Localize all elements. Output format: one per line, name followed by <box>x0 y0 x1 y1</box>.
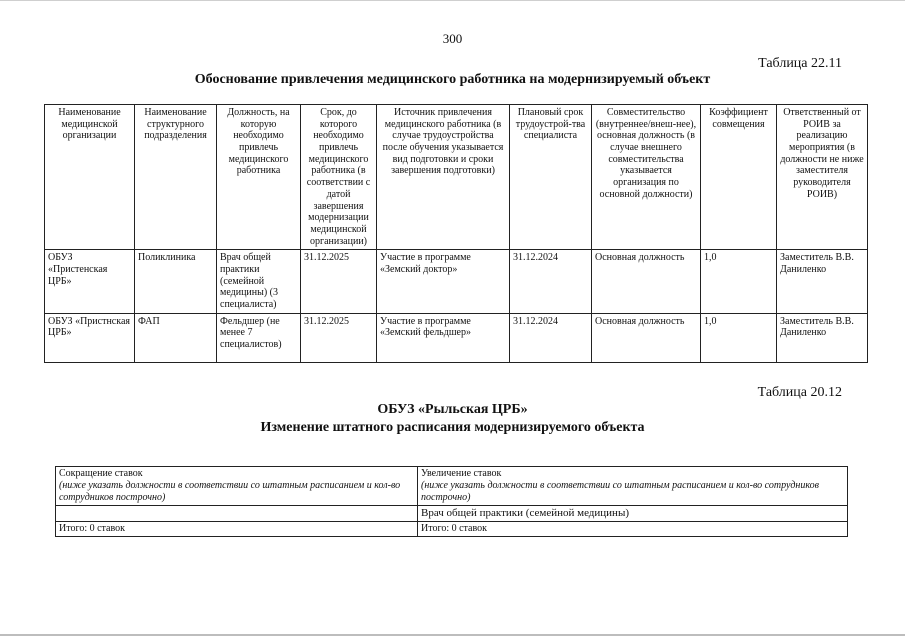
cell-combination: Основная должность <box>592 250 701 313</box>
reduction-header-cell <box>56 467 418 506</box>
header-cell: Наименование структурного подразделения <box>135 105 217 250</box>
header-cell: Совместительство (внутреннее/внеш-нее), основная должность (в случае внешнего совместительства указывается организация по основной должности) <box>592 105 701 250</box>
increase-header-cell <box>418 467 848 506</box>
cell-deadline: 31.12.2025 <box>301 250 377 313</box>
page-number: 300 <box>442 31 463 46</box>
cell-org: ОБУЗ «Пристенская ЦРБ» <box>45 250 135 313</box>
staffing-total-row <box>56 522 848 537</box>
reduction-total: Итого: 0 ставок <box>56 522 418 537</box>
section-1-title: Обоснование привлечения медицинского работника на модернизируемый объект <box>194 72 711 87</box>
cell-position: Врач общей практики (семейной медицины) (3 специалиста) <box>217 250 301 313</box>
header-cell: Ответственный от РОИВ за реализацию мероприятия (в должности не ниже заместителя руководителя РОИВ) <box>777 105 868 250</box>
section-2-org-title: ОБУЗ «Рыльская ЦРБ» <box>377 402 528 417</box>
cell-deadline: 31.12.2025 <box>301 313 377 362</box>
header-cell: Наименование медицинской организации <box>45 105 135 250</box>
reduction-header: Сокращение ставок <box>59 468 143 479</box>
table-header-row <box>45 105 868 250</box>
increase-header: Увеличение ставок <box>421 468 502 479</box>
cell-responsible: Заместитель В.В. Даниленко <box>777 313 868 362</box>
cell-combination: Основная должность <box>592 313 701 362</box>
reduction-item <box>56 506 418 522</box>
staffing-header-row <box>56 467 848 506</box>
cell-position: Фельдшер (не менее 7 специалистов) <box>217 313 301 362</box>
header-cell: Должность, на которую необходимо привлечь медицинского работника <box>217 105 301 250</box>
cell-source: Участие в программе «Земский доктор» <box>377 250 510 313</box>
section-2-title: Изменение штатного расписания модернизируемого объекта <box>260 420 645 435</box>
cell-responsible: Заместитель В.В. Даниленко <box>777 250 868 313</box>
cell-unit: ФАП <box>135 313 217 362</box>
table-label-22-11: Таблица 22.11 <box>758 56 842 71</box>
increase-item: Врач общей практики (семейной медицины) <box>418 506 848 522</box>
cell-coefficient: 1,0 <box>701 250 777 313</box>
header-cell: Плановый срок трудоустрой-тва специалиста <box>510 105 592 250</box>
cell-planned: 31.12.2024 <box>510 250 592 313</box>
staffing-item-row <box>56 506 848 522</box>
increase-total: Итого: 0 ставок <box>418 522 848 537</box>
scan-edge-bottom <box>0 634 905 636</box>
cell-org: ОБУЗ «Пристнская ЦРБ» <box>45 313 135 362</box>
table-label-20-12: Таблица 20.12 <box>757 385 842 400</box>
scan-edge-top <box>0 0 905 1</box>
cell-source: Участие в программе «Земский фельдшер» <box>377 313 510 362</box>
header-cell: Срок, до которого необходимо привлечь медицинского работника (в соответствии с датой завершения модернизации медицинской организации) <box>301 105 377 250</box>
cell-unit: Поликлиника <box>135 250 217 313</box>
table-row <box>45 313 868 362</box>
staffing-change-table <box>55 466 848 537</box>
header-cell: Коэффициент совмещения <box>701 105 777 250</box>
header-cell: Источник привлечения медицинского работника (в случае трудоустройства после обучения указывается вид подготовки и сроки завершения подготовки) <box>377 105 510 250</box>
increase-note: (ниже указать должности в соответствии со штатным расписанием и кол-во сотрудников построчно) <box>421 480 820 503</box>
table-row <box>45 250 868 313</box>
cell-planned: 31.12.2024 <box>510 313 592 362</box>
cell-coefficient: 1,0 <box>701 313 777 362</box>
reduction-note: (ниже указать должности в соответствии со штатным расписанием и кол-во сотрудников построчно) <box>59 480 401 503</box>
staff-attraction-table <box>44 104 868 363</box>
